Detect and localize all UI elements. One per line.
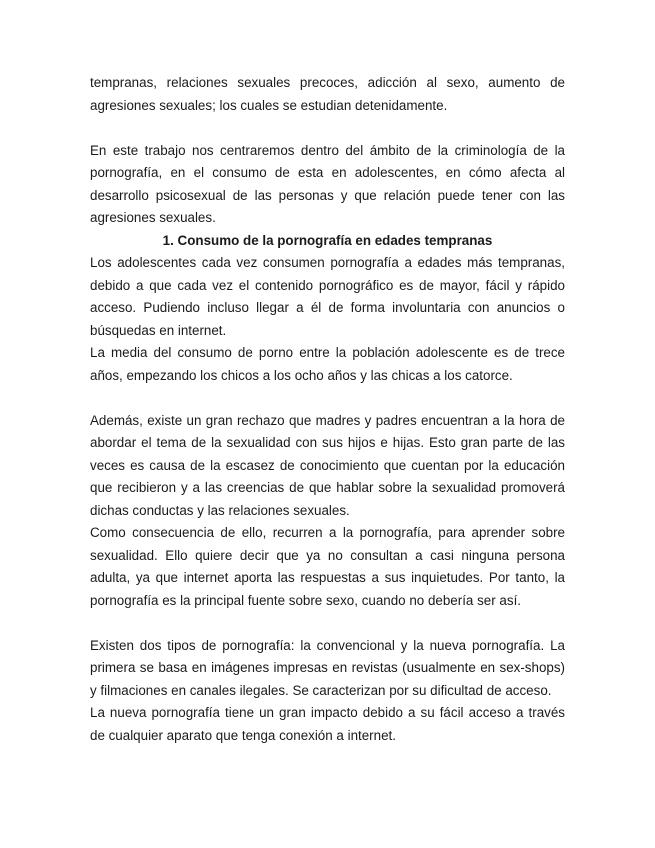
intro-paragraph-continued: tempranas, relaciones sexuales precoces, adicción al sexo, aumento de agresiones sexuales; los cuales se estudian detenidamente.	[90, 75, 565, 113]
section-paragraph-early-access: Los adolescentes cada vez consumen pornografía a edades más tempranas, debido a que cada vez el contenido pornográfico es de mayor, fácil y rápido acceso. Pudiendo incluso llegar a él de forma involuntaria con anuncios o búsquedas en internet.	[90, 255, 565, 338]
section-paragraph-consequence: Como consecuencia de ello, recurren a la pornografía, para aprender sobre sexualidad. Ello quiere decir que ya no consultan a casi ninguna persona adulta, ya que internet aporta las respuestas a sus inquietudes. Por tanto, la pornografía es la principal fuente sobre sexo, cuando no debería ser así.	[90, 525, 565, 608]
section-paragraph-new-pornography: La nueva pornografía tiene un gran impacto debido a su fácil acceso a través de cualquier aparato que tenga conexión a internet.	[90, 705, 565, 743]
document-page	[90, 72, 565, 747]
paragraph-spacer	[90, 612, 565, 635]
section-paragraph-types: Existen dos tipos de pornografía: la convencional y la nueva pornografía. La primera se basa en imágenes impresas en revistas (usualmente en sex-shops) y filmaciones en canales ilegales. Se caracterizan por su dificultad de acceso.	[90, 637, 565, 698]
paragraph-spacer	[90, 387, 565, 410]
section-heading: 1. Consumo de la pornografía en edades tempranas	[162, 232, 493, 248]
intro-paragraph-scope: En este trabajo nos centraremos dentro del ámbito de la criminología de la pornografía, en el consumo de esta en adolescentes, en cómo afecta al desarrollo psicosexual de las personas y que relación puede tener con las agresiones sexuales.	[90, 142, 565, 225]
section-paragraph-parents: Además, existe un gran rechazo que madres y padres encuentran a la hora de abordar el tema de la sexualidad con sus hijos e hijas. Esto gran parte de las veces es causa de la escasez de conocimiento que cuentan por la educación que recibieron y a las creencias de que hablar sobre la sexualidad promoverá dichas conductas y las relaciones sexuales.	[90, 412, 565, 518]
paragraph-spacer	[90, 117, 565, 140]
section-paragraph-average-age: La media del consumo de porno entre la población adolescente es de trece años, empezando los chicos a los ocho años y las chicas a los catorce.	[90, 345, 565, 383]
